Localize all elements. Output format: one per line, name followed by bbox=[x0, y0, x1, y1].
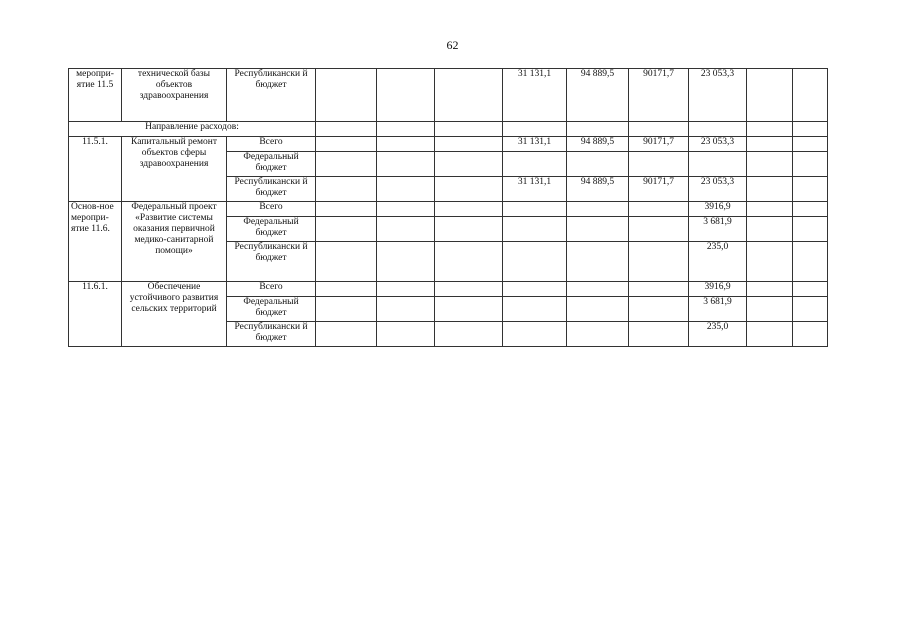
empty-cell bbox=[629, 297, 689, 322]
empty-cell bbox=[316, 152, 377, 177]
table-row bbox=[69, 122, 828, 137]
value-cell: 23 053,3 bbox=[689, 137, 747, 152]
value-cell: 94 889,5 bbox=[567, 137, 629, 152]
value-cell: 31 131,1 bbox=[503, 137, 567, 152]
row-source: Всего bbox=[227, 282, 316, 297]
row-code: меропри-ятие 11.5 bbox=[69, 69, 122, 122]
value-cell: 3916,9 bbox=[689, 282, 747, 297]
value-cell: 23 053,3 bbox=[689, 69, 747, 122]
table-row bbox=[69, 202, 828, 217]
row-name: Обеспечение устойчивого развития сельских территорий bbox=[122, 282, 227, 347]
empty-cell bbox=[316, 137, 377, 152]
value-cell: 94 889,5 bbox=[567, 177, 629, 202]
empty-cell bbox=[747, 297, 793, 322]
empty-cell bbox=[316, 69, 377, 122]
empty-cell bbox=[316, 177, 377, 202]
empty-cell bbox=[793, 202, 828, 217]
empty-cell bbox=[377, 122, 435, 137]
value-cell: 3 681,9 bbox=[689, 297, 747, 322]
empty-cell bbox=[629, 282, 689, 297]
empty-cell bbox=[793, 217, 828, 242]
empty-cell bbox=[793, 322, 828, 347]
empty-cell bbox=[377, 297, 435, 322]
empty-cell bbox=[435, 217, 503, 242]
row-source: Федеральный бюджет bbox=[227, 297, 316, 322]
empty-cell bbox=[503, 297, 567, 322]
empty-cell bbox=[435, 322, 503, 347]
row-source: Всего bbox=[227, 202, 316, 217]
section-label: Направление расходов: bbox=[69, 122, 316, 137]
empty-cell bbox=[747, 242, 793, 282]
empty-cell bbox=[503, 202, 567, 217]
empty-cell bbox=[747, 202, 793, 217]
table-row bbox=[69, 137, 828, 152]
empty-cell bbox=[747, 177, 793, 202]
empty-cell bbox=[629, 242, 689, 282]
empty-cell bbox=[567, 297, 629, 322]
empty-cell bbox=[567, 322, 629, 347]
empty-cell bbox=[377, 177, 435, 202]
table-row bbox=[69, 282, 828, 297]
empty-cell bbox=[747, 282, 793, 297]
row-name: Капитальный ремонт объектов сферы здравоохранения bbox=[122, 137, 227, 202]
empty-cell bbox=[567, 122, 629, 137]
value-cell: 3 681,9 bbox=[689, 217, 747, 242]
empty-cell bbox=[377, 282, 435, 297]
empty-cell bbox=[793, 152, 828, 177]
empty-cell bbox=[435, 137, 503, 152]
empty-cell bbox=[793, 69, 828, 122]
value-cell: 90171,7 bbox=[629, 137, 689, 152]
empty-cell bbox=[435, 152, 503, 177]
empty-cell bbox=[747, 137, 793, 152]
empty-cell bbox=[747, 122, 793, 137]
empty-cell bbox=[435, 297, 503, 322]
row-source: Федеральный бюджет bbox=[227, 217, 316, 242]
empty-cell bbox=[567, 152, 629, 177]
empty-cell bbox=[435, 177, 503, 202]
empty-cell bbox=[793, 282, 828, 297]
value-cell: 31 131,1 bbox=[503, 69, 567, 122]
empty-cell bbox=[435, 69, 503, 122]
empty-cell bbox=[316, 297, 377, 322]
empty-cell bbox=[316, 217, 377, 242]
empty-cell bbox=[747, 322, 793, 347]
empty-cell bbox=[316, 282, 377, 297]
value-cell: 90171,7 bbox=[629, 69, 689, 122]
value-cell: 94 889,5 bbox=[567, 69, 629, 122]
row-code: 11.6.1. bbox=[69, 282, 122, 347]
empty-cell bbox=[629, 152, 689, 177]
empty-cell bbox=[689, 122, 747, 137]
value-cell: 23 053,3 bbox=[689, 177, 747, 202]
empty-cell bbox=[377, 69, 435, 122]
empty-cell bbox=[629, 217, 689, 242]
value-cell: 235,0 bbox=[689, 242, 747, 282]
empty-cell bbox=[793, 177, 828, 202]
row-source: Республикански й бюджет bbox=[227, 322, 316, 347]
empty-cell bbox=[793, 122, 828, 137]
empty-cell bbox=[567, 242, 629, 282]
row-code: 11.5.1. bbox=[69, 137, 122, 202]
empty-cell bbox=[567, 202, 629, 217]
empty-cell bbox=[503, 242, 567, 282]
empty-cell bbox=[316, 322, 377, 347]
empty-cell bbox=[377, 217, 435, 242]
empty-cell bbox=[689, 152, 747, 177]
row-name: технической базы объектов здравоохранения bbox=[122, 69, 227, 122]
empty-cell bbox=[377, 202, 435, 217]
empty-cell bbox=[377, 322, 435, 347]
empty-cell bbox=[747, 217, 793, 242]
empty-cell bbox=[435, 242, 503, 282]
empty-cell bbox=[435, 122, 503, 137]
value-cell: 3916,9 bbox=[689, 202, 747, 217]
empty-cell bbox=[503, 282, 567, 297]
empty-cell bbox=[793, 137, 828, 152]
empty-cell bbox=[629, 122, 689, 137]
empty-cell bbox=[503, 217, 567, 242]
empty-cell bbox=[793, 297, 828, 322]
empty-cell bbox=[503, 152, 567, 177]
value-cell: 90171,7 bbox=[629, 177, 689, 202]
empty-cell bbox=[747, 152, 793, 177]
page-number: 62 bbox=[446, 38, 459, 52]
row-source: Всего bbox=[227, 137, 316, 152]
row-code: Основ-ное меропри-ятие 11.6. bbox=[69, 202, 122, 282]
empty-cell bbox=[435, 202, 503, 217]
empty-cell bbox=[793, 242, 828, 282]
empty-cell bbox=[377, 152, 435, 177]
empty-cell bbox=[567, 282, 629, 297]
row-source: Республикански й бюджет bbox=[227, 69, 316, 122]
empty-cell bbox=[629, 202, 689, 217]
value-cell: 31 131,1 bbox=[503, 177, 567, 202]
table-row bbox=[69, 69, 828, 122]
row-name: Федеральный проект «Развитие системы оказания первичной медико-санитарной помощи» bbox=[122, 202, 227, 282]
empty-cell bbox=[316, 242, 377, 282]
row-source: Республикански й бюджет bbox=[227, 242, 316, 282]
empty-cell bbox=[567, 217, 629, 242]
row-source: Федеральный бюджет bbox=[227, 152, 316, 177]
empty-cell bbox=[503, 322, 567, 347]
budget-table bbox=[68, 68, 828, 347]
empty-cell bbox=[435, 282, 503, 297]
empty-cell bbox=[377, 242, 435, 282]
empty-cell bbox=[316, 202, 377, 217]
value-cell: 235,0 bbox=[689, 322, 747, 347]
empty-cell bbox=[503, 122, 567, 137]
row-source: Республикански й бюджет bbox=[227, 177, 316, 202]
empty-cell bbox=[747, 69, 793, 122]
empty-cell bbox=[377, 137, 435, 152]
empty-cell bbox=[316, 122, 377, 137]
empty-cell bbox=[629, 322, 689, 347]
